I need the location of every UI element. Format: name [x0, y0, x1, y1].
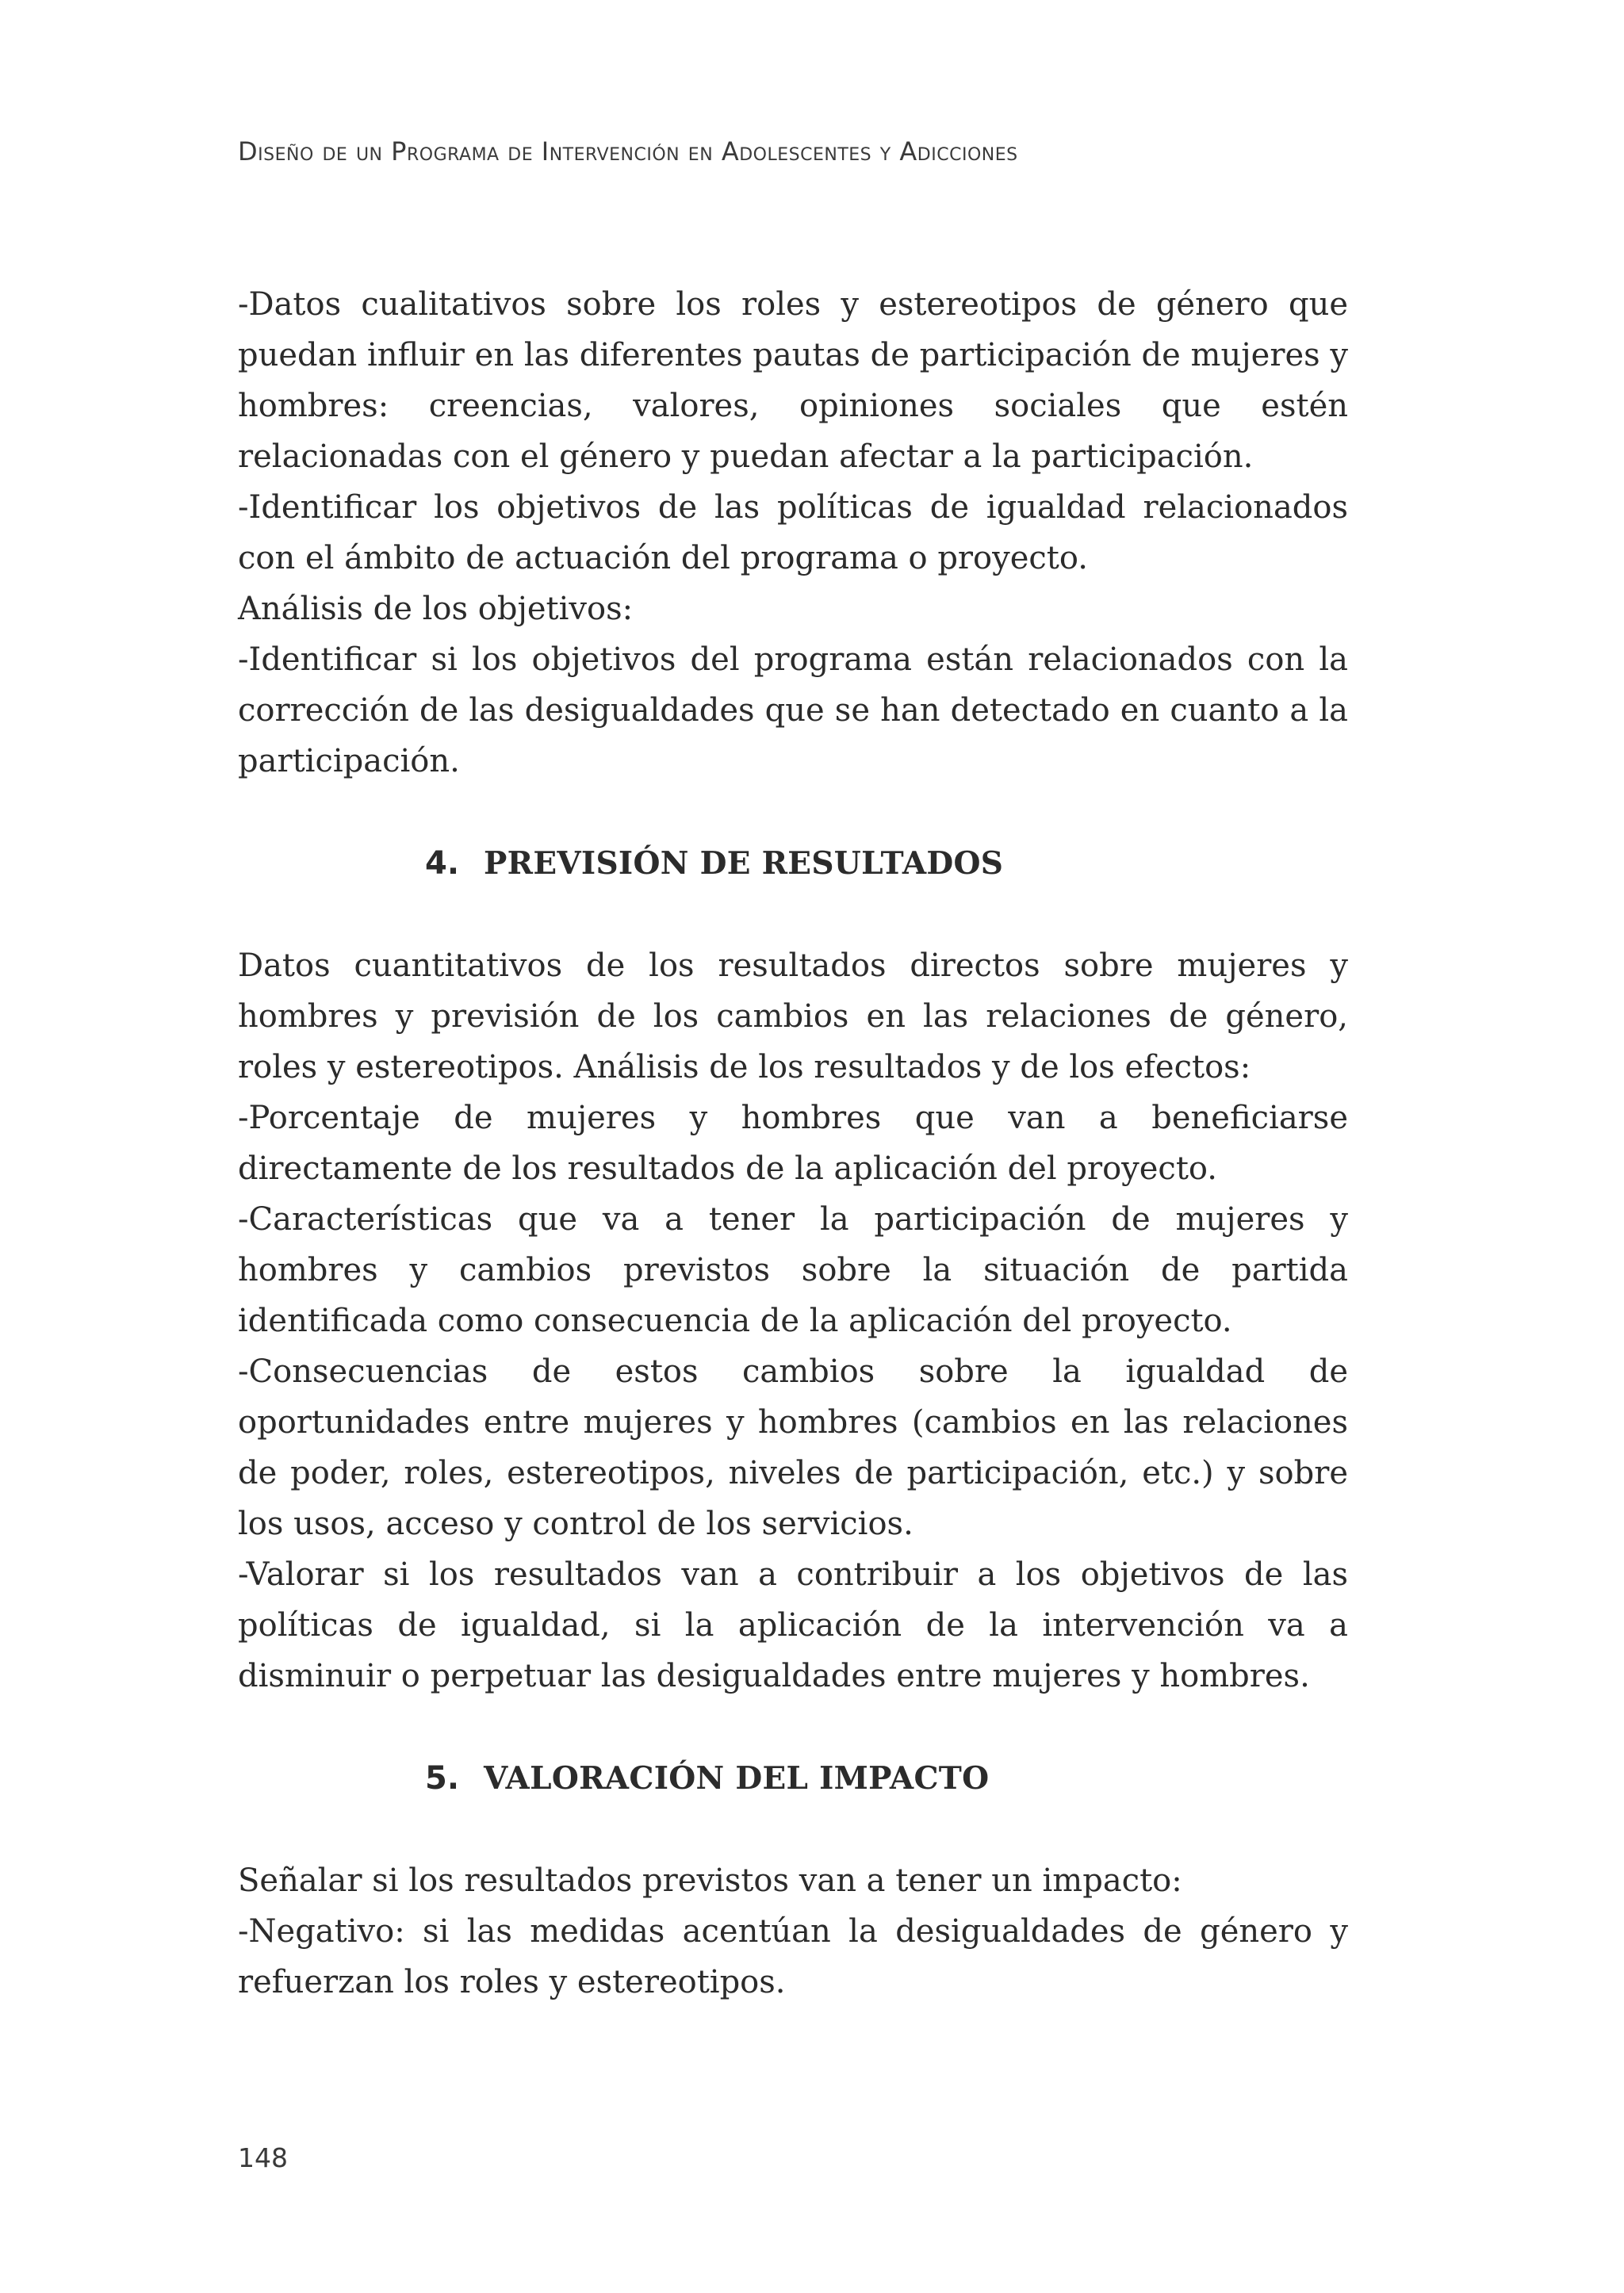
paragraph-objectives-analysis: Análisis de los objetivos:	[238, 591, 634, 627]
paragraph-negative-impact: -Negativo: si las medidas acentúan la desigualdades de género y refuerzan los roles y estereotipos.	[238, 1913, 1348, 2000]
spacer	[238, 1702, 1348, 1753]
section-5-title: VALORACIÓN DEL IMPACTO	[484, 1760, 990, 1797]
paragraph-qualitative-data: -Datos cualitativos sobre los roles y estereotipos de género que puedan influir en las diferentes pautas de participación de mujeres y hombres: creencias, valores, opiniones sociales que estén relacionadas con el género y puedan afectar a la participación.	[238, 286, 1348, 475]
section-4-title: PREVISIÓN DE RESULTADOS	[484, 845, 1004, 882]
section-5-number: 5.	[425, 1760, 460, 1797]
spacer	[238, 889, 1348, 940]
paragraph-quantitative-data: Datos cuantitativos de los resultados directos sobre mujeres y hombres y previsión de los cambios en las relaciones de género, roles y estereotipos. Análisis de los resultados y de los efectos:	[238, 947, 1348, 1085]
paragraph-assess-results: -Valorar si los resultados van a contribuir a los objetivos de las políticas de igualdad, si la aplicación de la intervención va a disminuir o perpetuar las desigualdades entre mujeres y hombres.	[238, 1556, 1348, 1694]
paragraph-consequences: -Consecuencias de estos cambios sobre la igualdad de oportunidades entre mujeres y hombres (cambios en las relaciones de poder, roles, estereotipos, niveles de participación, etc.) y sobre los usos, acceso y control de los servicios.	[238, 1353, 1348, 1542]
paragraph-identify-program-objectives: -Identificar si los objetivos del programa están relacionados con la corrección de las desigualdades que se han detectado en cuanto a la participación.	[238, 641, 1348, 779]
section-5-heading	[238, 1753, 1348, 1804]
page-body	[238, 279, 1348, 2008]
paragraph-percentage-beneficiaries: -Porcentaje de mujeres y hombres que van a beneficiarse directamente de los resultados de la aplicación del proyecto.	[238, 1100, 1348, 1187]
paragraph-identify-policy-objectives: -Identificar los objetivos de las políticas de igualdad relacionados con el ámbito de actuación del programa o proyecto.	[238, 489, 1348, 576]
spacer	[238, 787, 1348, 838]
running-header: Diseño de un Programa de Intervención en Adolescentes y Adicciones	[238, 136, 1018, 167]
section-4-heading	[238, 838, 1348, 889]
page-number: 148	[238, 2142, 288, 2173]
section-4-number: 4.	[425, 845, 460, 882]
paragraph-impact-intro: Señalar si los resultados previstos van a tener un impacto:	[238, 1862, 1182, 1899]
paragraph-participation-characteristics: -Características que va a tener la participación de mujeres y hombres y cambios previstos sobre la situación de partida identificada como consecuencia de la aplicación del proyecto.	[238, 1201, 1348, 1339]
spacer	[238, 1804, 1348, 1855]
